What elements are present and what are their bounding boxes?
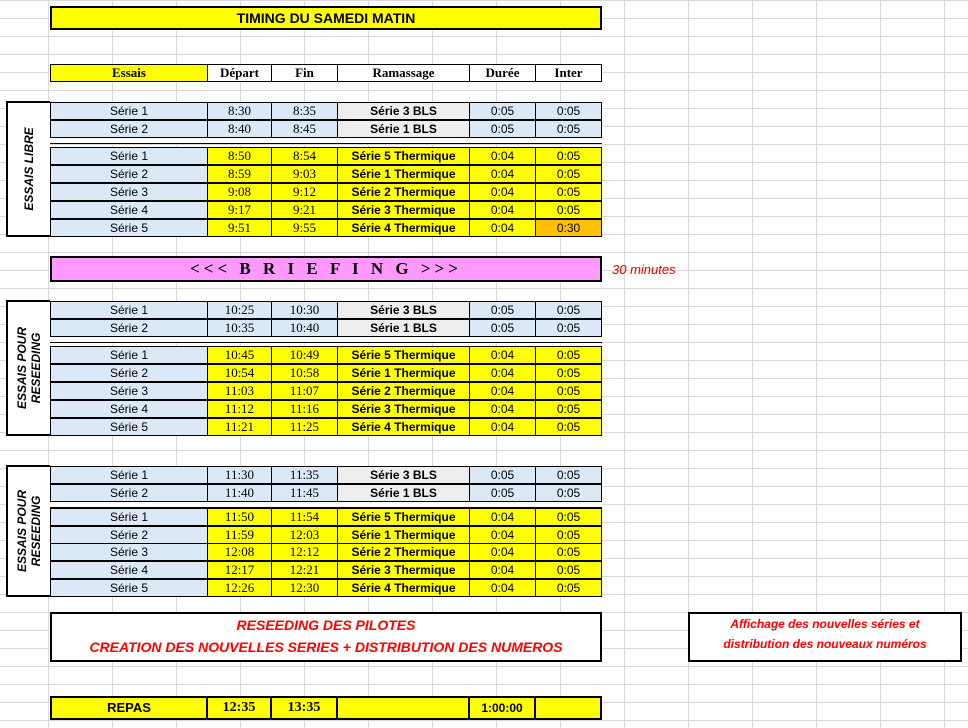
affichage-line2: distribution des nouveaux numéros [723,637,927,651]
cell-ramassage[interactable]: Série 2 Thermique [338,543,470,561]
section-label-text: ESSAIS LIBRE [22,127,36,211]
table-row [0,418,968,436]
header-inter[interactable]: Inter [536,64,602,82]
cell-inter[interactable]: 0:05 [536,561,602,579]
reseeding-line2: CREATION DES NOUVELLES SERIES + DISTRIBUTION DES NUMEROS [89,639,563,655]
cell-fin[interactable]: 11:07 [272,382,338,400]
cell-ramassage[interactable]: Série 4 Thermique [338,418,470,436]
cell-ramassage[interactable]: Série 5 Thermique [338,147,470,165]
cell-essai[interactable]: Série 2 [50,319,208,337]
cell-duree[interactable]: 0:04 [470,400,536,418]
cell-inter[interactable]: 0:05 [536,484,602,502]
table-row [0,508,968,526]
table-row [0,102,968,120]
repas-depart[interactable]: 12:35 [208,696,272,720]
cell-depart[interactable]: 8:30 [208,102,272,120]
cell-inter[interactable]: 0:05 [536,526,602,544]
cell-duree[interactable]: 0:04 [470,508,536,526]
table-row [0,201,968,219]
cell-fin[interactable]: 12:12 [272,543,338,561]
cell-ramassage[interactable]: Série 1 Thermique [338,526,470,544]
cell-duree[interactable]: 0:05 [470,466,536,484]
reseeding-line1: RESEEDING DES PILOTES [236,617,416,633]
table-row [0,561,968,579]
section-label-line2: RESEEDING [29,332,43,404]
cell-depart[interactable]: 10:45 [208,346,272,364]
cell-essai[interactable]: Série 3 [50,543,208,561]
cell-inter[interactable]: 0:05 [536,147,602,165]
header-essais[interactable]: Essais [50,64,208,82]
table-row [0,319,968,337]
repas-ramassage[interactable] [338,696,470,720]
row-separator [50,138,602,144]
cell-depart[interactable]: 9:17 [208,201,272,219]
cell-duree[interactable]: 0:05 [470,301,536,319]
cell-fin[interactable]: 9:55 [272,219,338,237]
cell-ramassage[interactable]: Série 5 Thermique [338,346,470,364]
cell-fin[interactable]: 9:03 [272,165,338,183]
cell-duree[interactable]: 0:05 [470,319,536,337]
cell-fin[interactable]: 8:45 [272,120,338,138]
cell-essai[interactable]: Série 3 [50,183,208,201]
cell-depart[interactable]: 12:17 [208,561,272,579]
cell-inter[interactable]: 0:05 [536,201,602,219]
header-duree[interactable]: Durée [470,64,536,82]
cell-duree[interactable]: 0:04 [470,561,536,579]
cell-duree[interactable]: 0:04 [470,364,536,382]
cell-fin[interactable]: 10:49 [272,346,338,364]
cell-duree[interactable]: 0:05 [470,102,536,120]
cell-essai[interactable]: Série 2 [50,120,208,138]
cell-depart[interactable]: 8:50 [208,147,272,165]
cell-ramassage[interactable]: Série 1 BLS [338,484,470,502]
table-row [0,382,968,400]
cell-ramassage[interactable]: Série 1 Thermique [338,364,470,382]
cell-ramassage[interactable]: Série 1 BLS [338,319,470,337]
cell-essai[interactable]: Série 5 [50,579,208,597]
cell-depart[interactable]: 8:59 [208,165,272,183]
cell-essai[interactable]: Série 2 [50,364,208,382]
affichage-box[interactable] [688,612,962,662]
cell-fin[interactable]: 10:58 [272,364,338,382]
cell-inter[interactable]: 0:05 [536,301,602,319]
cell-duree[interactable]: 0:04 [470,543,536,561]
cell-inter[interactable]: 0:05 [536,319,602,337]
cell-duree[interactable]: 0:05 [470,484,536,502]
table-row [0,484,968,502]
cell-depart[interactable]: 8:40 [208,120,272,138]
cell-essai[interactable]: Série 2 [50,526,208,544]
cell-inter[interactable]: 0:05 [536,120,602,138]
table-row [0,219,968,237]
row-separator [50,337,602,343]
cell-fin[interactable]: 12:21 [272,561,338,579]
cell-depart[interactable]: 10:35 [208,319,272,337]
cell-fin[interactable]: 12:03 [272,526,338,544]
cell-inter[interactable]: 0:05 [536,102,602,120]
repas-duree[interactable]: 1:00:00 [470,696,536,720]
cell-fin[interactable]: 12:30 [272,579,338,597]
cell-inter[interactable]: 0:05 [536,364,602,382]
table-row [0,346,968,364]
cell-essai[interactable]: Série 1 [50,147,208,165]
cell-inter[interactable]: 0:05 [536,346,602,364]
cell-fin[interactable]: 9:21 [272,201,338,219]
cell-fin[interactable]: 11:45 [272,484,338,502]
cell-ramassage[interactable]: Série 1 BLS [338,120,470,138]
cell-depart[interactable]: 11:59 [208,526,272,544]
cell-inter[interactable]: 0:05 [536,400,602,418]
cell-duree[interactable]: 0:04 [470,382,536,400]
header-ramassage[interactable]: Ramassage [338,64,470,82]
table-row [0,183,968,201]
briefing-banner[interactable]: <<< B R I E F I N G >>> [50,256,602,282]
cell-duree[interactable]: 0:04 [470,346,536,364]
header-fin[interactable]: Fin [272,64,338,82]
cell-depart[interactable]: 11:30 [208,466,272,484]
table-row [0,301,968,319]
cell-essai[interactable]: Série 2 [50,165,208,183]
cell-essai[interactable]: Série 5 [50,219,208,237]
section-label-line2: RESEEDING [29,495,43,567]
cell-ramassage[interactable]: Série 3 Thermique [338,400,470,418]
cell-essai[interactable]: Série 2 [50,484,208,502]
cell-duree[interactable]: 0:04 [470,418,536,436]
table-row [0,364,968,382]
cell-essai[interactable]: Série 4 [50,201,208,219]
cell-ramassage[interactable]: Série 5 Thermique [338,508,470,526]
cell-duree[interactable]: 0:04 [470,526,536,544]
cell-duree[interactable]: 0:04 [470,219,536,237]
cell-ramassage[interactable]: Série 3 Thermique [338,561,470,579]
cell-depart[interactable]: 11:50 [208,508,272,526]
cell-inter[interactable]: 0:05 [536,382,602,400]
cell-depart[interactable]: 11:40 [208,484,272,502]
cell-fin[interactable]: 11:54 [272,508,338,526]
cell-depart[interactable]: 12:08 [208,543,272,561]
cell-essai[interactable]: Série 1 [50,346,208,364]
briefing-duration-note[interactable]: 30 minutes [612,262,676,277]
cell-essai[interactable]: Série 4 [50,561,208,579]
cell-ramassage[interactable]: Série 1 Thermique [338,165,470,183]
repas-inter[interactable] [536,696,602,720]
cell-ramassage[interactable]: Série 2 Thermique [338,382,470,400]
cell-essai[interactable]: Série 1 [50,508,208,526]
sheet-title[interactable]: TIMING DU SAMEDI MATIN [50,6,602,30]
cell-fin[interactable]: 8:35 [272,102,338,120]
section-label-line1: ESSAIS POUR [15,489,29,573]
cell-essai[interactable]: Série 4 [50,400,208,418]
cell-fin[interactable]: 11:16 [272,400,338,418]
cell-fin[interactable]: 10:30 [272,301,338,319]
cell-ramassage[interactable]: Série 3 BLS [338,301,470,319]
cell-fin[interactable]: 10:40 [272,319,338,337]
cell-ramassage[interactable]: Série 4 Thermique [338,219,470,237]
cell-essai[interactable]: Série 3 [50,382,208,400]
cell-depart[interactable]: 9:51 [208,219,272,237]
cell-inter-highlighted[interactable]: 0:30 [536,219,602,237]
reseeding-box[interactable] [50,612,602,662]
cell-duree[interactable]: 0:04 [470,165,536,183]
cell-ramassage[interactable]: Série 3 Thermique [338,201,470,219]
repas-row [0,696,968,720]
cell-duree[interactable]: 0:04 [470,147,536,165]
cell-duree[interactable]: 0:04 [470,183,536,201]
cell-essai[interactable]: Série 1 [50,301,208,319]
cell-duree[interactable]: 0:04 [470,579,536,597]
cell-fin[interactable]: 11:25 [272,418,338,436]
table-row [0,165,968,183]
cell-duree[interactable]: 0:05 [470,120,536,138]
table-row [0,543,968,561]
table-row [0,120,968,138]
cell-inter[interactable]: 0:05 [536,579,602,597]
cell-depart[interactable]: 10:25 [208,301,272,319]
section-label-line1: ESSAIS POUR [15,326,29,410]
cell-depart[interactable]: 11:03 [208,382,272,400]
table-row [0,466,968,484]
cell-fin[interactable]: 11:35 [272,466,338,484]
cell-inter[interactable]: 0:05 [536,183,602,201]
cell-inter[interactable]: 0:05 [536,165,602,183]
table-row [0,526,968,544]
cell-essai[interactable]: Série 5 [50,418,208,436]
cell-duree[interactable]: 0:04 [470,201,536,219]
cell-depart[interactable]: 10:54 [208,364,272,382]
cell-depart[interactable]: 11:12 [208,400,272,418]
table-row [0,400,968,418]
header-depart[interactable]: Départ [208,64,272,82]
cell-inter[interactable]: 0:05 [536,418,602,436]
affichage-line1: Affichage des nouvelles séries et [730,617,920,631]
table-row [0,147,968,165]
cell-essai[interactable]: Série 1 [50,102,208,120]
repas-label[interactable]: REPAS [50,696,208,720]
cell-ramassage[interactable]: Série 2 Thermique [338,183,470,201]
cell-inter[interactable]: 0:05 [536,466,602,484]
repas-fin[interactable]: 13:35 [272,696,338,720]
cell-ramassage[interactable]: Série 4 Thermique [338,579,470,597]
cell-depart[interactable]: 9:08 [208,183,272,201]
cell-inter[interactable]: 0:05 [536,543,602,561]
cell-depart[interactable]: 11:21 [208,418,272,436]
cell-inter[interactable]: 0:05 [536,508,602,526]
cell-fin[interactable]: 9:12 [272,183,338,201]
cell-ramassage[interactable]: Série 3 BLS [338,102,470,120]
table-row [0,579,968,597]
cell-ramassage[interactable]: Série 3 BLS [338,466,470,484]
cell-essai[interactable]: Série 1 [50,466,208,484]
cell-depart[interactable]: 12:26 [208,579,272,597]
cell-fin[interactable]: 8:54 [272,147,338,165]
